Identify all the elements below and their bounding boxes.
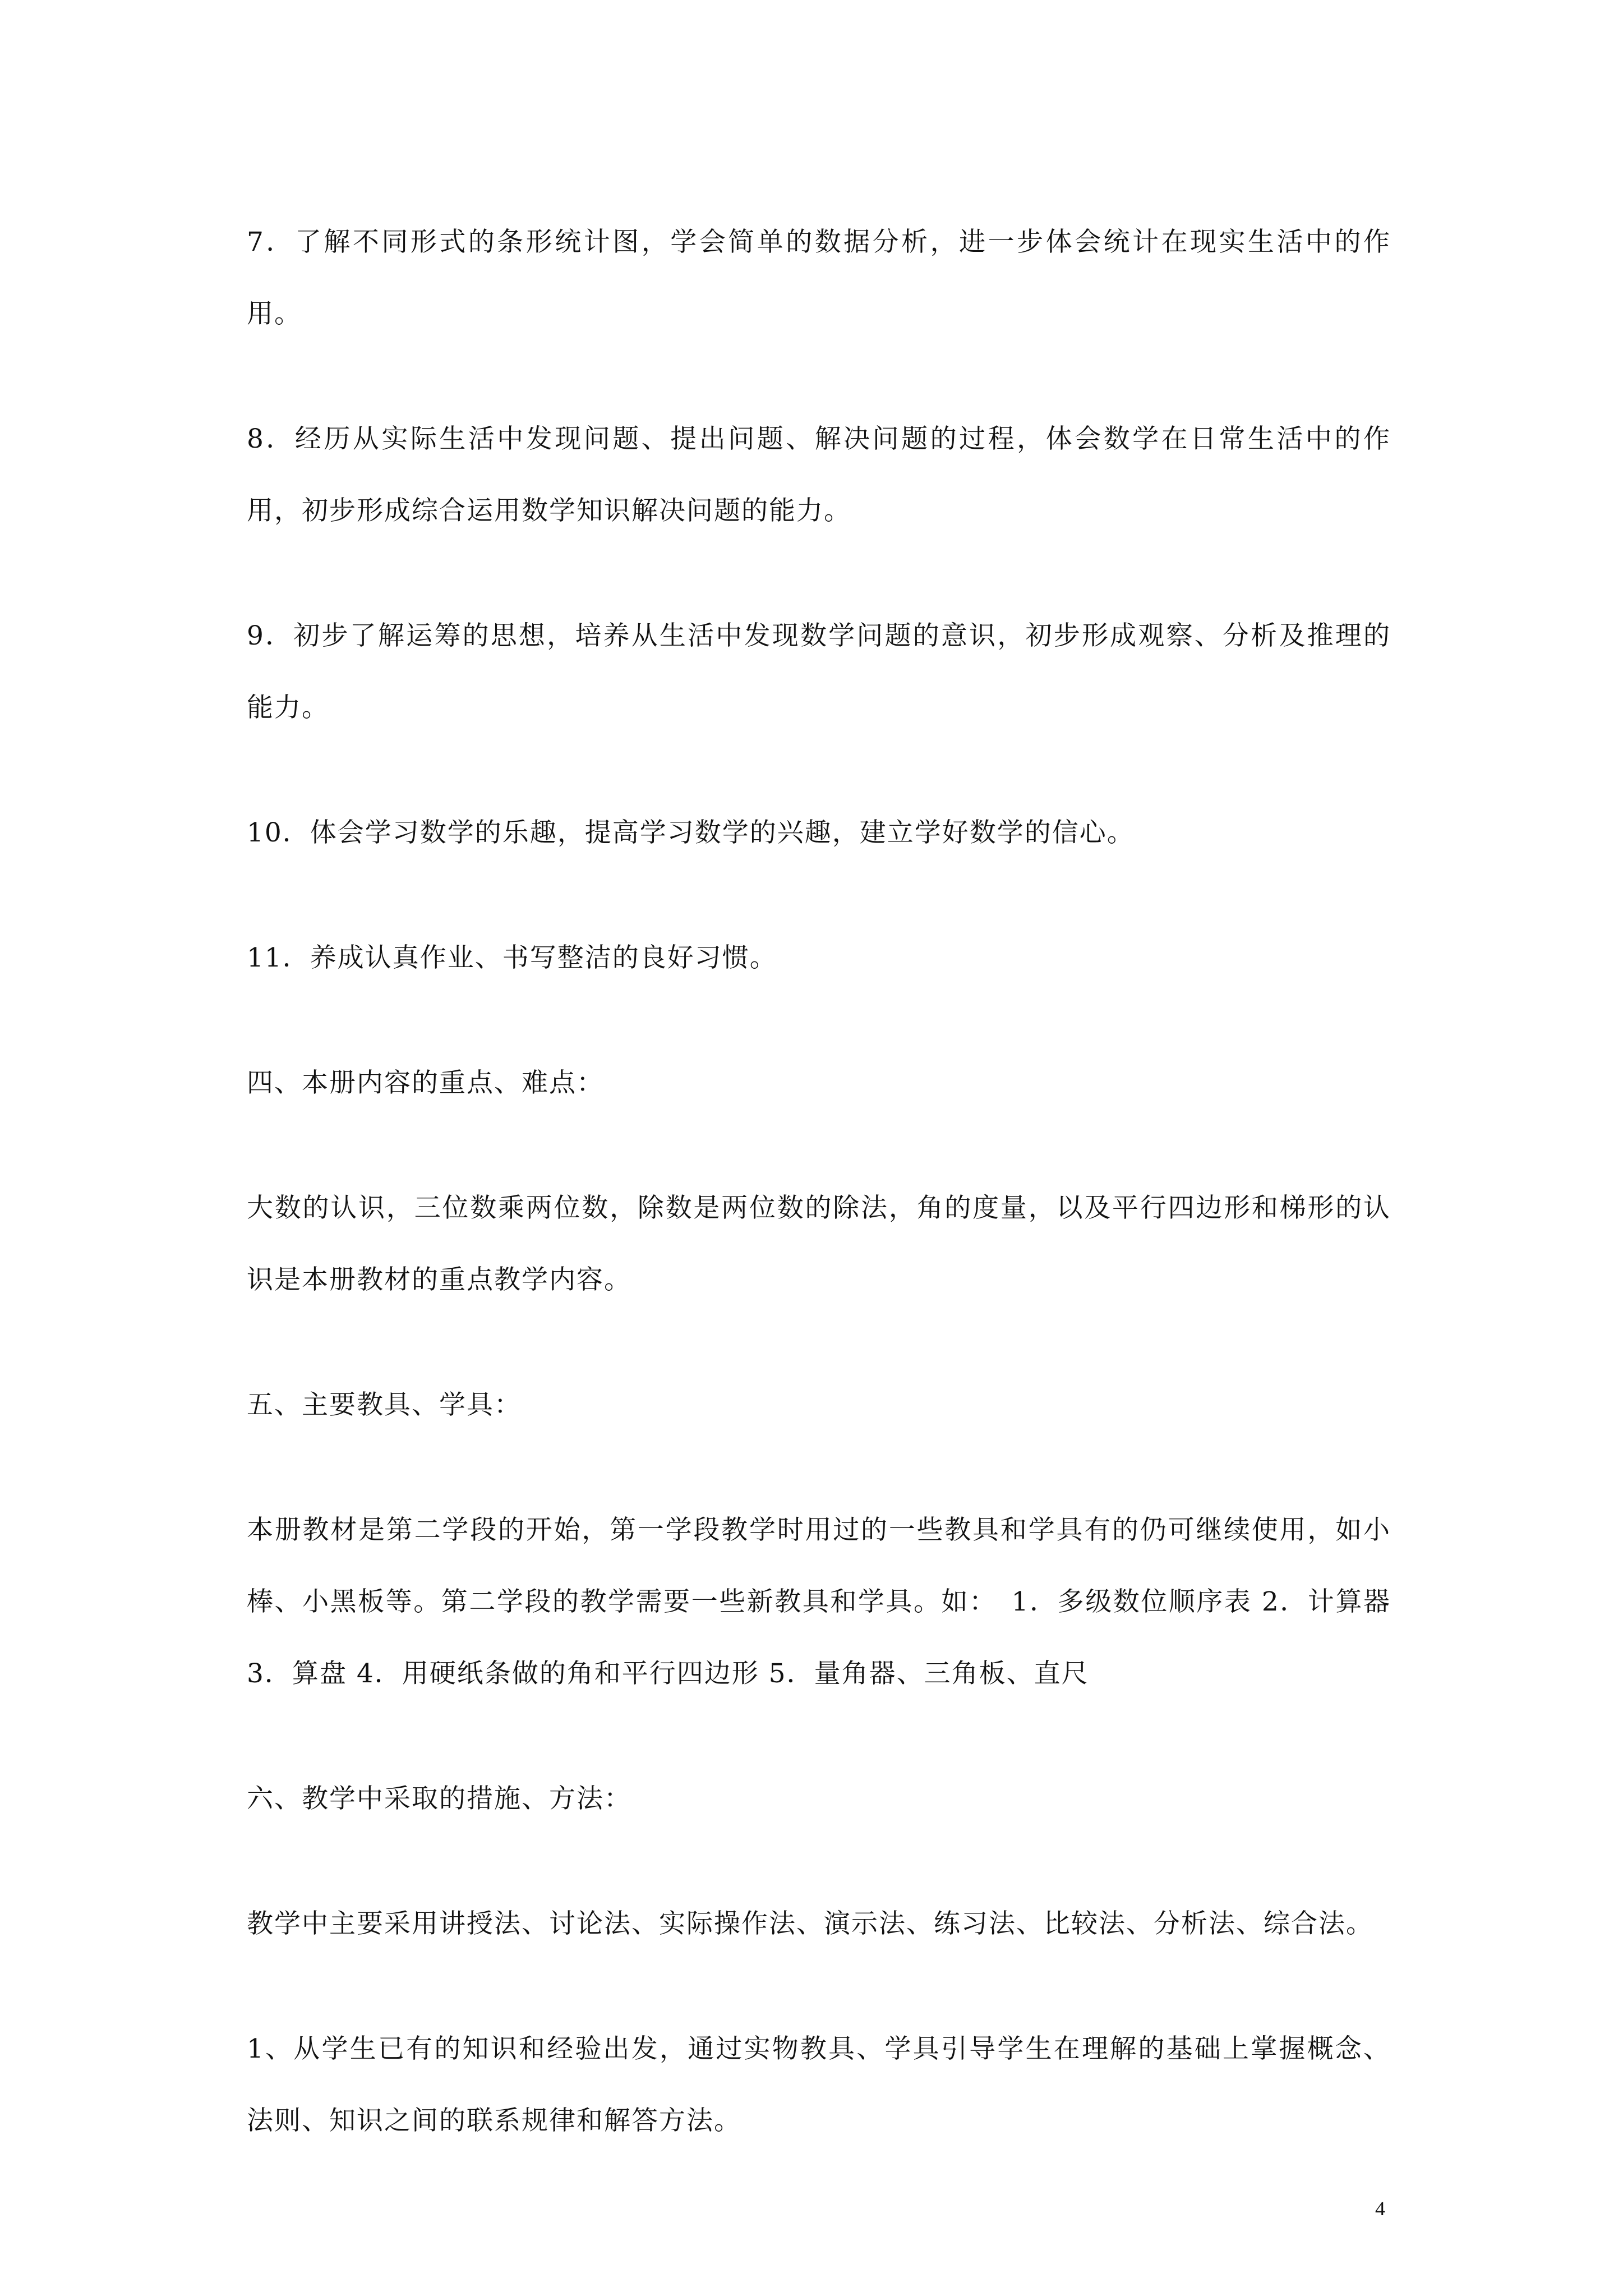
page-number: 4: [1375, 2197, 1385, 2220]
paragraph-key-points: 大数的认识，三位数乘两位数，除数是两位数的除法，角的度量，以及平行四边形和梯形的认识是本册教材的重点教学内容。: [247, 1193, 1391, 1295]
section-heading-teaching-aids: 五、主要教具、学具：: [247, 1389, 522, 1420]
paragraph-objective-10: 10．体会学习数学的乐趣，提高学习数学的兴趣，建立学好数学的信心。: [247, 817, 1135, 848]
paragraph-objective-11: 11．养成认真作业、书写整洁的良好习惯。: [247, 942, 777, 973]
paragraph-objective-9: 9．初步了解运筹的思想，培养从生活中发现数学问题的意识，初步形成观察、分析及推理的能力。: [247, 620, 1391, 723]
paragraph-teaching-aids: 本册教材是第二学段的开始，第一学段教学时用过的一些教具和学具有的仍可继续使用，如小棒、小黑板等。第二学段的教学需要一些新教具和学具。如： 1．多级数位顺序表 2．计算器 3．算盘 4．用硬纸条做的角和平行四边形 5．量角器、三角板、直尺: [247, 1515, 1391, 1689]
paragraph-method-1: 1、从学生已有的知识和经验出发，通过实物教具、学具引导学生在理解的基础上掌握概念、法则、知识之间的联系规律和解答方法。: [247, 2033, 1391, 2136]
section-heading-key-points: 四、本册内容的重点、难点：: [247, 1068, 604, 1098]
paragraph-objective-7: 7．了解不同形式的条形统计图，学会简单的数据分析，进一步体会统计在现实生活中的作用。: [247, 227, 1391, 329]
document-body: [247, 206, 1391, 2157]
paragraph-objective-8: 8．经历从实际生活中发现问题、提出问题、解决问题的过程，体会数学在日常生活中的作用，初步形成综合运用数学知识解决问题的能力。: [247, 424, 1391, 526]
section-heading-teaching-methods: 六、教学中采取的措施、方法：: [247, 1783, 631, 1814]
paragraph-teaching-methods: 教学中主要采用讲授法、讨论法、实际操作法、演示法、练习法、比较法、分析法、综合法。: [247, 1908, 1373, 1939]
